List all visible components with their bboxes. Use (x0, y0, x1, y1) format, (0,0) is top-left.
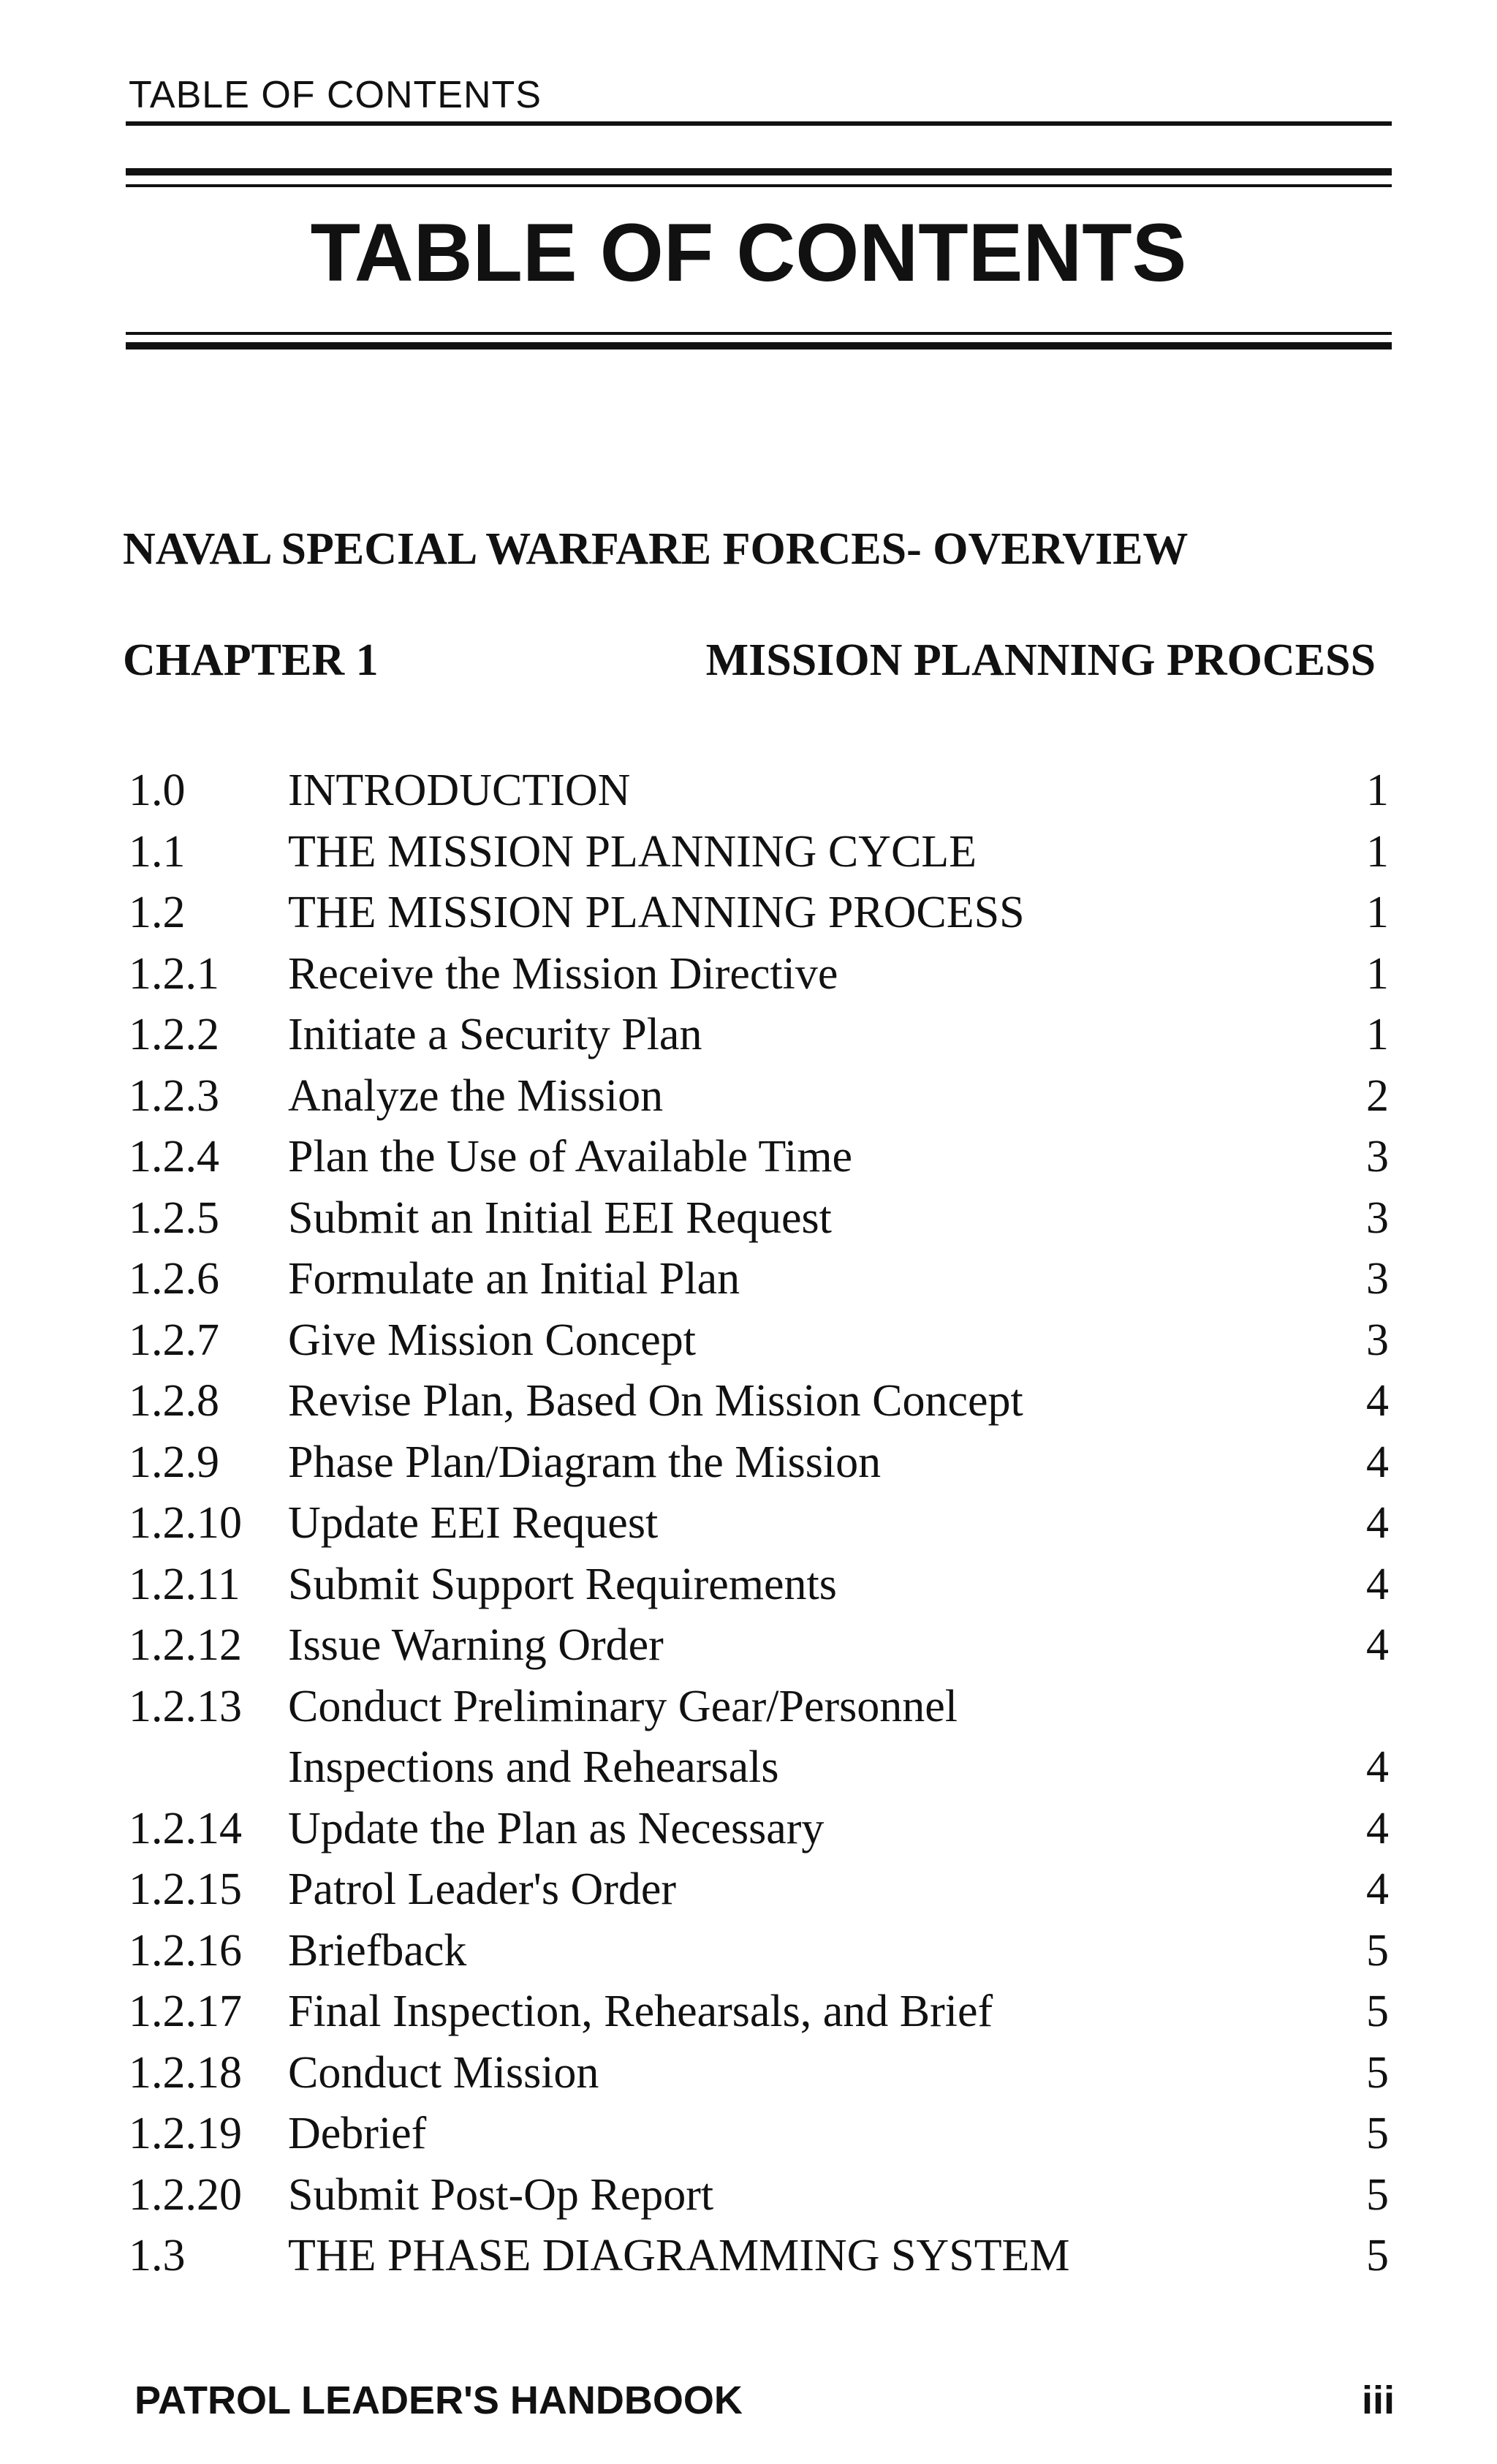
running-header: TABLE OF CONTENTS (129, 74, 542, 116)
toc-entry-1-2-19[interactable] (129, 2104, 1389, 2165)
toc-entry-1-2[interactable] (129, 883, 1389, 944)
toc-entry-title: THE MISSION PLANNING CYCLE (288, 826, 977, 877)
toc-entry-page: 5 (1366, 2109, 1389, 2158)
toc-entry-number: 1.2.10 (129, 1498, 242, 1548)
toc-entry-number: 1.2.13 (129, 1681, 242, 1731)
toc-entry-page: 4 (1366, 1437, 1389, 1487)
toc-entry-number: 1.2.14 (129, 1803, 242, 1853)
toc-entry-page: 5 (1366, 2231, 1389, 2280)
toc-entry-page: 5 (1366, 2169, 1389, 2220)
toc-entry-page: 1 (1366, 826, 1389, 877)
toc-entry-title: Analyze the Mission (288, 1070, 664, 1121)
toc-entry-page: 2 (1366, 1070, 1389, 1121)
toc-entry-page: 1 (1366, 766, 1389, 815)
toc-entry-page: 5 (1366, 1987, 1389, 2036)
toc-entry-page: 5 (1366, 2047, 1389, 2098)
toc-entry-page: 1 (1366, 1010, 1389, 1059)
header-rule (126, 121, 1392, 126)
toc-entry-title: THE PHASE DIAGRAMMING SYSTEM (288, 2231, 1070, 2280)
toc-entry-title: Submit Post-Op Report (288, 2169, 714, 2220)
toc-entry-1-0[interactable] (129, 760, 1389, 822)
toc-entry-1-2-17[interactable] (129, 1981, 1389, 2043)
toc-entry-title: Patrol Leader's Order (288, 1864, 677, 1914)
toc-entry-1-1[interactable] (129, 822, 1389, 883)
toc-entry-title: Final Inspection, Rehearsals, and Brief (288, 1987, 993, 2036)
toc-entry-number: 1.2.6 (129, 1254, 219, 1304)
title-rule-top-thick (126, 168, 1392, 175)
title-rule-bottom-thick (126, 342, 1392, 349)
page-title: TABLE OF CONTENTS (310, 207, 1187, 298)
toc-entry-page: 4 (1366, 1742, 1389, 1792)
toc-entry-number: 1.2.3 (129, 1070, 219, 1121)
chapter-label: CHAPTER 1 (123, 635, 379, 685)
toc-entry-number: 1.2.4 (129, 1132, 219, 1182)
toc-entry-page: 4 (1366, 1803, 1389, 1853)
toc-entry-1-2-7[interactable] (129, 1310, 1389, 1372)
toc-entry-number: 1.2.17 (129, 1987, 242, 2036)
toc-entry-title: Plan the Use of Available Time (288, 1132, 853, 1182)
toc-entry-title: Formulate an Initial Plan (288, 1254, 740, 1304)
toc-entry-1-2-3[interactable] (129, 1066, 1389, 1127)
toc-entry-number: 1.2.20 (129, 2169, 242, 2220)
toc-entry-page: 3 (1366, 1254, 1389, 1304)
toc-entry-number: 1.2.16 (129, 1925, 242, 1976)
toc-entry-number: 1.2.8 (129, 1376, 219, 1426)
toc-entry-1-2-14[interactable] (129, 1799, 1389, 1860)
toc-entry-number: 1.1 (129, 826, 186, 877)
title-rule-bottom-thin (126, 332, 1392, 335)
toc-entry-1-2-9[interactable] (129, 1432, 1389, 1494)
toc-entry-number: 1.2.9 (129, 1437, 219, 1487)
toc-entry-number: 1.2.15 (129, 1864, 242, 1914)
toc-entry-1-2-1[interactable] (129, 944, 1389, 1005)
toc-list (129, 760, 1389, 2287)
toc-entry-1-2-4[interactable] (129, 1127, 1389, 1188)
toc-entry-number: 1.3 (129, 2231, 186, 2280)
toc-entry-number: 1.2.1 (129, 948, 219, 999)
toc-entry-title: Debrief (288, 2109, 427, 2158)
toc-entry-1-2-15[interactable] (129, 1859, 1389, 1921)
toc-entry-1-2-18[interactable] (129, 2043, 1389, 2104)
toc-entry-number: 1.2.2 (129, 1010, 219, 1059)
toc-entry-number: 1.2.18 (129, 2047, 242, 2098)
toc-entry-title: Conduct Preliminary Gear/Personnel Inspections and Rehearsals (288, 1681, 958, 1792)
overview-heading: NAVAL SPECIAL WARFARE FORCES- OVERVIEW (123, 524, 1189, 574)
toc-entry-number: 1.2.19 (129, 2109, 242, 2158)
toc-entry-number: 1.2 (129, 888, 186, 937)
toc-entry-page: 4 (1366, 1376, 1389, 1426)
toc-entry-1-2-8[interactable] (129, 1371, 1389, 1432)
toc-entry-title: INTRODUCTION (288, 766, 631, 815)
toc-entry-title: Update the Plan as Necessary (288, 1803, 825, 1853)
toc-entry-1-2-12[interactable] (129, 1615, 1389, 1677)
toc-entry-title: THE MISSION PLANNING PROCESS (288, 888, 1025, 937)
toc-entry-page: 4 (1366, 1559, 1389, 1609)
toc-entry-title: Submit an Initial EEI Request (288, 1193, 832, 1243)
toc-entry-1-3[interactable] (129, 2226, 1389, 2287)
toc-entry-title: Submit Support Requirements (288, 1559, 837, 1609)
toc-entry-page: 4 (1366, 1498, 1389, 1548)
toc-entry-number: 1.2.7 (129, 1315, 219, 1365)
toc-entry-number: 1.0 (129, 766, 186, 815)
page-number: iii (1361, 2378, 1395, 2422)
running-footer: PATROL LEADER'S HANDBOOK (134, 2378, 743, 2422)
toc-entry-number: 1.2.5 (129, 1193, 219, 1243)
toc-entry-title: Initiate a Security Plan (288, 1010, 702, 1059)
toc-entry-page: 4 (1366, 1620, 1389, 1670)
toc-entry-1-2-6[interactable] (129, 1249, 1389, 1310)
toc-entry-page: 1 (1366, 888, 1389, 937)
toc-entry-page: 3 (1366, 1193, 1389, 1243)
toc-entry-page: 5 (1366, 1925, 1389, 1976)
title-rule-top-thin (126, 184, 1392, 187)
toc-entry-1-2-20[interactable] (129, 2165, 1389, 2226)
toc-entry-title: Conduct Mission (288, 2047, 599, 2098)
toc-entry-title: Briefback (288, 1925, 467, 1976)
toc-entry-number: 1.2.11 (129, 1559, 240, 1609)
toc-entry-page: 4 (1366, 1864, 1389, 1914)
toc-entry-1-2-2[interactable] (129, 1005, 1389, 1066)
toc-entry-number: 1.2.12 (129, 1620, 242, 1670)
toc-entry-title: Update EEI Request (288, 1498, 659, 1548)
chapter-title: MISSION PLANNING PROCESS (705, 635, 1376, 685)
toc-entry-1-2-16[interactable] (129, 1921, 1389, 1982)
toc-entry-page: 1 (1366, 948, 1389, 999)
toc-entry-page: 3 (1366, 1315, 1389, 1365)
toc-entry-1-2-13[interactable] (129, 1677, 1389, 1799)
toc-entry-1-2-11[interactable] (129, 1554, 1389, 1616)
toc-entry-title: Revise Plan, Based On Mission Concept (288, 1376, 1023, 1426)
toc-entry-1-2-5[interactable] (129, 1188, 1389, 1250)
toc-entry-title: Give Mission Concept (288, 1315, 696, 1365)
toc-entry-page: 3 (1366, 1132, 1389, 1182)
toc-entry-1-2-10[interactable] (129, 1493, 1389, 1554)
toc-entry-title: Receive the Mission Directive (288, 948, 838, 999)
toc-entry-title: Phase Plan/Diagram the Mission (288, 1437, 882, 1487)
toc-entry-title: Issue Warning Order (288, 1620, 664, 1670)
